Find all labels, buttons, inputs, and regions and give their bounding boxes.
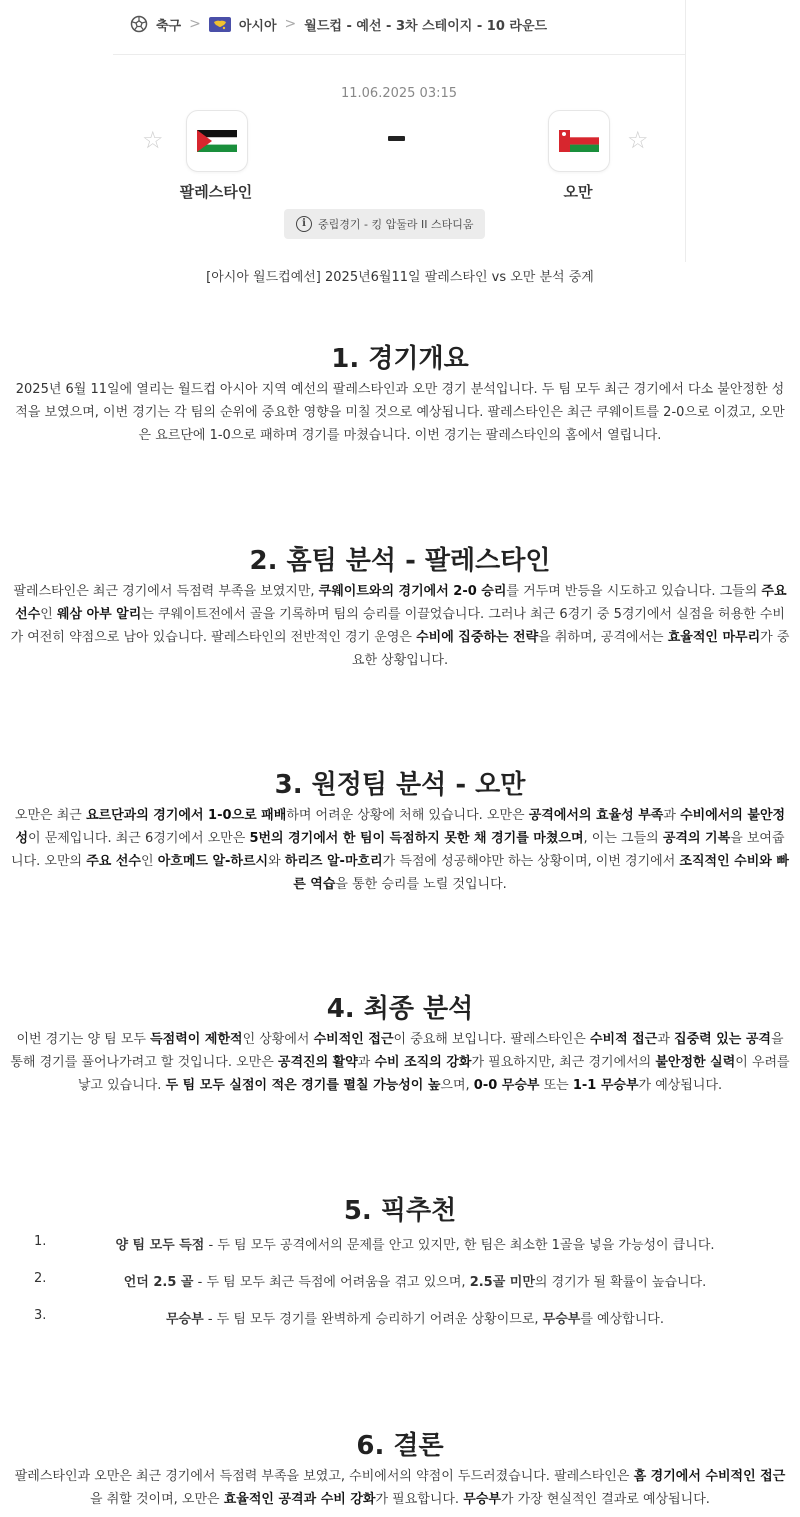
section-picks-title: 5. 픽추천: [343, 1196, 457, 1226]
section-away-title: 3. 원정팀 분석 - 오만: [274, 770, 526, 800]
match-datetime: 11.06.2025 03:15: [340, 86, 458, 101]
header-divider: [113, 54, 685, 55]
home-team-name[interactable]: 팔레스타인: [179, 183, 253, 201]
section-overview-title: 1. 경기개요: [331, 344, 469, 374]
breadcrumb-region[interactable]: [209, 15, 277, 34]
asia-map-icon: [209, 17, 231, 32]
pick-text: 무승부 - 두 팀 모두 경기를 완벽하게 승리하기 어려운 상황이므로, 무승부를 예상합니다.: [166, 1312, 664, 1327]
section-overview-text: 2025년 6월 11일에 열리는 월드컵 아시아 지역 예선의 팔레스타인과 오만 경기 분석입니다. 두 팀 모두 최근 경기에서 다소 불안정한 성적을 보였으며, 이번 경기는 각 팀의 순위에 중요한 영향을 미칠 것으로 예상됩니다. 팔레스타인은 최근 쿠웨이트를 2-0으로 이겼고, 오만은 요르단에 1-0으로 패하며 경기를 마쳤습니다. 이번 경기는 팔레스타인의 홈에서 열립니다.: [15, 382, 785, 443]
breadcrumb-competition[interactable]: [304, 15, 547, 34]
pick-text: 언더 2.5 골 - 두 팀 모두 최근 득점에 어려움을 겪고 있으며, 2.5골 미만의 경기가 될 확률이 높습니다.: [123, 1275, 707, 1290]
pick-item: [0, 1308, 800, 1330]
pick-text: 양 팀 모두 득점 - 두 팀 모두 공격에서의 문제를 안고 있지만, 한 팀은 최소한 1골을 넣을 가능성이 큽니다.: [115, 1238, 715, 1253]
home-team-flag[interactable]: [186, 110, 248, 172]
section-home-title: 2. 홈팀 분석 - 팔레스타인: [249, 546, 551, 576]
away-team-flag[interactable]: [548, 110, 610, 172]
match-header-card: [113, 0, 686, 262]
pick-item: [0, 1234, 800, 1256]
breadcrumb-region-label: 아시아: [238, 18, 277, 34]
favorite-home-star-icon[interactable]: ☆: [142, 126, 164, 154]
oman-flag-icon: [559, 130, 599, 152]
pick-number: 2.: [34, 1271, 47, 1286]
section-final-text: 이번 경기는 양 팀 모두 득점력이 제한적인 상황에서 수비적인 접근이 중요해 보입니다. 팔레스타인은 수비적 접근과 집중력 있는 공격을 통해 경기를 풀어나가려고 할 것입니다. 오만은 공격진의 활약과 수비 조직의 강화가 필요하지만, 최근 경기에서의 불안정한 실력이 우려를 낳고 있습니다. 두 팀 모두 실점이 적은 경기를 펼칠 가능성이 높으며, 0-0 무승부 또는 1-1 무승부가 예상됩니다.: [10, 1032, 790, 1093]
soccer-ball-icon: [130, 15, 148, 33]
section-conclusion-title: 6. 결론: [356, 1431, 444, 1461]
favorite-away-star-icon[interactable]: ☆: [627, 126, 649, 154]
away-team-name[interactable]: 오만: [563, 183, 593, 201]
breadcrumb-separator-icon: >: [284, 16, 297, 32]
pick-number: 1.: [34, 1234, 47, 1249]
breadcrumb-competition-label: 월드컵 - 예선 - 3차 스테이지 - 10 라운드: [304, 18, 548, 34]
venue-badge: [284, 209, 485, 239]
breadcrumb-sport-label: 축구: [156, 18, 182, 34]
pick-item: [0, 1271, 800, 1293]
breadcrumb-sport[interactable]: [130, 15, 181, 34]
section-conclusion-text: 팔레스타인과 오만은 최근 경기에서 득점력 부족을 보였고, 수비에서의 약점이 두드러졌습니다. 팔레스타인은 홈 경기에서 수비적인 접근을 취할 것이며, 오만은 효율적인 공격과 수비 강화가 필요합니다. 무승부가 가장 현실적인 결과로 예상됩니다.: [14, 1469, 786, 1507]
section-home-text: 팔레스타인은 최근 경기에서 득점력 부족을 보였지만, 쿠웨이트와의 경기에서 2-0 승리를 거두며 반등을 시도하고 있습니다. 그들의 주요 선수인 웨삼 아부 알리는 쿠웨이트전에서 골을 기록하며 팀의 승리를 이끌었습니다. 그러나 최근 6경기 중 5경기에서 실점을 허용한 수비가 여전히 약점으로 남아 있습니다. 팔레스타인의 전반적인 경기 운영은 수비에 집중하는 전략을 취하며, 공격에서는 효율적인 마무리가 중요한 상황입니다.: [10, 584, 790, 668]
info-icon: i: [296, 216, 312, 232]
article-subtitle: [아시아 월드컵예선] 2025년6월11일 팔레스타인 vs 오만 분석 중계: [206, 270, 594, 285]
section-away-text: 오만은 최근 요르단과의 경기에서 1-0으로 패배하며 어려운 상황에 처해 있습니다. 오만은 공격에서의 효율성 부족과 수비에서의 불안정성이 문제입니다. 최근 6경기에서 오만은 5번의 경기에서 한 팀이 득점하지 못한 채 경기를 마쳤으며, 이는 그들의 공격의 기복을 보여줍니다. 오만의 주요 선수인 아흐메드 알-하르시와 하리즈 알-마흐리가 득점에 성공해야만 하는 상황이며, 이번 경기에서 조직적인 수비와 빠른 역습을 통한 승리를 노릴 것입니다.: [11, 808, 789, 892]
pick-number: 3.: [34, 1308, 47, 1323]
match-score: [388, 136, 405, 141]
venue-label: 중립경기 - 킹 압둘라 II 스타디움: [318, 218, 474, 231]
section-final-title: 4. 최종 분석: [326, 994, 474, 1024]
breadcrumb: [130, 12, 547, 36]
breadcrumb-separator-icon: >: [189, 16, 201, 32]
palestine-flag-icon: [197, 130, 237, 152]
